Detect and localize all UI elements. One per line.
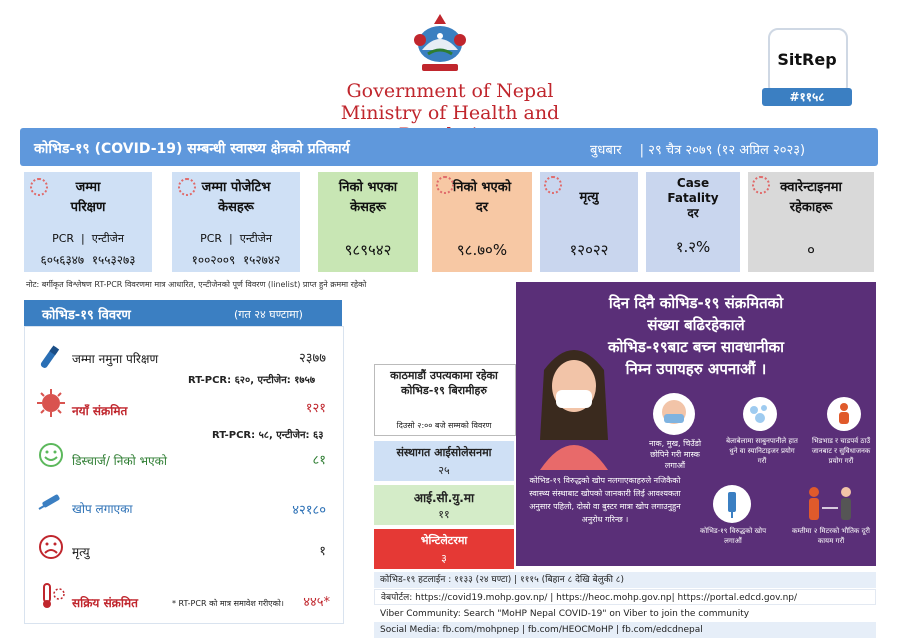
val-right: १५५३२७३ <box>91 253 136 267</box>
card-label: निको भएका <box>338 180 398 195</box>
vaccine-advice: कोभिड-१९ विरुद्धको खोप नलगाएकाहरुले नजिकैको स्वास्थ्य संस्थाबाट खोपको जानकारी लिई आवश्यकता अनुसार पहिलो, दोस्रो वा बुस्टर मात्रा खोप लगाउनुहुन अनुरोध गरिन्छ । <box>529 476 681 524</box>
tip-vaccine: कोभिड-१९ विरुद्धको खोप लगाऔं <box>699 527 767 545</box>
card-value: ० <box>807 241 815 259</box>
row-label: डिस्चार्ज/ निको भएको <box>72 454 167 468</box>
card-recovered <box>318 172 418 272</box>
isolation-value: २५ <box>438 464 450 477</box>
detail-subtitle: (गत २४ घण्टामा) <box>234 308 303 321</box>
row-note: * RT-PCR को मात्र समावेश गरीएको। <box>172 599 284 608</box>
sub-right: एन्टीजेन <box>91 232 124 245</box>
kathmandu-time: दिउसो २:०० बजे सम्मको विवरण <box>396 421 492 430</box>
kathmandu-title: काठमाडौं उपत्यकामा रहेका कोभिड-१९ बिरामीहरु <box>390 369 498 397</box>
card-values <box>172 250 300 270</box>
mask-icon <box>652 392 696 436</box>
viber-row: Viber Community: Search "MoHP Nepal COVID-19" on Viber to join the community <box>374 606 876 622</box>
val-right: १५२७४२ <box>242 253 281 267</box>
sad-face-icon <box>38 534 64 560</box>
heading-line: निम्न उपायहरु अपनाऔं । <box>625 360 767 378</box>
card-label: केसहरू <box>218 200 254 215</box>
detail-panel <box>24 326 344 624</box>
card-sub: PCR | एन्टीजेन <box>200 232 272 245</box>
distance-icon <box>800 484 860 524</box>
social-row[interactable]: Social Media: fb.com/mohpnep | fb.com/HEOCMoHP | fb.com/edcdnepal <box>374 622 876 638</box>
tip-handwash: बेलाबेलामा साबुनपानीले हात धुने वा स्यानिटाइजर प्रयोग गरौं <box>726 437 798 465</box>
virus-icon <box>36 388 66 418</box>
card-label: परिक्षण <box>70 200 106 215</box>
sub-left: PCR <box>52 232 75 245</box>
row-value: ४२१८० <box>292 503 326 518</box>
tip-distance: कम्तीमा २ मिटरको भौतिक दूरी कायम गरौं <box>792 527 870 545</box>
card-label: जम्मा <box>75 180 101 195</box>
nepal-emblem-icon <box>408 10 472 76</box>
icu-value: ११ <box>438 508 450 521</box>
card-label: मृत्यु <box>579 190 599 205</box>
row-value: १२१ <box>305 401 326 416</box>
note-text: नोट: बर्गीकृत विश्लेषण RT-PCR विवरणमा मात्र आधारित, एन्टीजेनको पूर्ण विवरण (linelist) प्राप्त हुने क्रममा रहेको <box>26 280 367 289</box>
tip-mask: नाक, मुख, चिउँडो छोपिने गरी मास्क लगाऔं <box>648 439 702 470</box>
card-label: दर <box>475 200 489 215</box>
thermometer-icon <box>38 582 68 610</box>
card-label: Case <box>676 176 710 190</box>
sub-left: PCR <box>200 232 223 245</box>
row-value: ८१ <box>312 453 326 468</box>
card-recovery-rate <box>432 172 532 272</box>
card-value: ९८.७०% <box>456 241 508 259</box>
row-value: ४४५* <box>303 595 330 610</box>
sitrep-number: #११५८ <box>762 88 852 106</box>
card-total-positive <box>172 172 300 272</box>
ventilator-label: भेन्टिलेटरमा <box>420 534 468 547</box>
card-label: Fatality <box>667 191 719 205</box>
heading-line: दिन दिनै कोभिड-१९ संक्रमितको <box>608 294 784 312</box>
heading-line: कोभिड-१९बाट बच्न सावधानीका <box>607 338 785 356</box>
card-label: निको भएको <box>452 180 512 195</box>
card-deaths <box>540 172 638 272</box>
card-value: ९८९५४२ <box>344 241 392 259</box>
row-value: १ <box>319 544 326 559</box>
icu-label: आई.सी.यु.मा <box>413 491 475 505</box>
val-left: ६०५६३४७ <box>40 253 85 267</box>
ventilator-value: ३ <box>441 552 447 565</box>
row-label: सक्रिय संक्रमित <box>72 596 139 610</box>
banner-title: कोभिड-१९ (COVID-19) सम्बन्धी स्वास्थ्य क्षेत्रको प्रतिकार्य <box>34 141 350 157</box>
detail-title: कोभिड-१९ विवरण <box>42 308 131 323</box>
card-value: १.२% <box>675 238 711 256</box>
card-value: १२०२२ <box>569 241 609 259</box>
syringe-icon <box>36 488 66 514</box>
sub-right: एन्टीजेन <box>239 232 272 245</box>
tip-crowd: भिडभाड र चाडपर्व ठाउँ जानबाट र सुविधाजनक प्रयोग गरौं <box>811 437 871 465</box>
card-sub: PCR | एन्टीजेन <box>52 232 124 245</box>
crowd-avoid-icon <box>826 396 862 432</box>
test-tube-icon <box>34 342 64 372</box>
row-label: जम्मा नमुना परिक्षण <box>72 352 159 366</box>
woman-illustration-icon <box>524 330 624 470</box>
row-label: खोप लगाएका <box>72 502 133 516</box>
card-label: रहेकाहरू <box>789 200 833 215</box>
heading-line: संख्या बढिरहेकाले <box>647 316 745 334</box>
card-label: जम्मा पोजेटिभ <box>201 180 271 195</box>
card-total-tests <box>24 172 152 272</box>
web-row[interactable]: वेबपोर्टल: https://covid19.mohp.gov.np/ | https://heoc.mohp.gov.np| https://portal.edcd.gov.np/ <box>374 589 876 605</box>
gov-line-1: Government of Nepal <box>346 80 554 102</box>
card-label: क्वारेन्टाइनमा <box>780 180 842 195</box>
card-case-fatality <box>646 172 740 272</box>
row-label: मृत्यु <box>72 545 90 559</box>
smile-icon <box>38 442 64 468</box>
banner-date-text: | २९ चैत्र २०७९ (१२ अप्रिल २०२३) <box>639 143 806 158</box>
hotline-row: कोभिड-१९ हटलाईन : ११३३ (२४ घण्टा) | १११५ (बिहान ८ देखि बेलुकी ८) <box>374 572 876 588</box>
isolation-label: संस्थागत आईसोलेसनमा <box>396 446 492 459</box>
card-label: दर <box>687 206 699 220</box>
vaccine-icon <box>712 484 752 524</box>
card-quarantine <box>748 172 874 272</box>
row-sub: RT-PCR: ५८, एन्टीजेन: ६३ <box>212 430 324 441</box>
handwash-icon <box>742 396 778 432</box>
row-value: २३७७ <box>298 351 326 366</box>
row-label: नयाँ संक्रमित <box>72 404 128 418</box>
row-sub: RT-PCR: ६२०, एन्टीजेन: १७५७ <box>188 375 316 386</box>
card-label: केसहरू <box>350 200 386 215</box>
val-left: १००२००९ <box>191 253 236 267</box>
banner-date <box>590 140 805 158</box>
banner-day: बुधबार <box>590 143 622 158</box>
card-values <box>24 250 152 270</box>
sitrep-label: SitRep <box>777 50 837 69</box>
gov-line-2: Ministry of Health and <box>340 102 560 124</box>
